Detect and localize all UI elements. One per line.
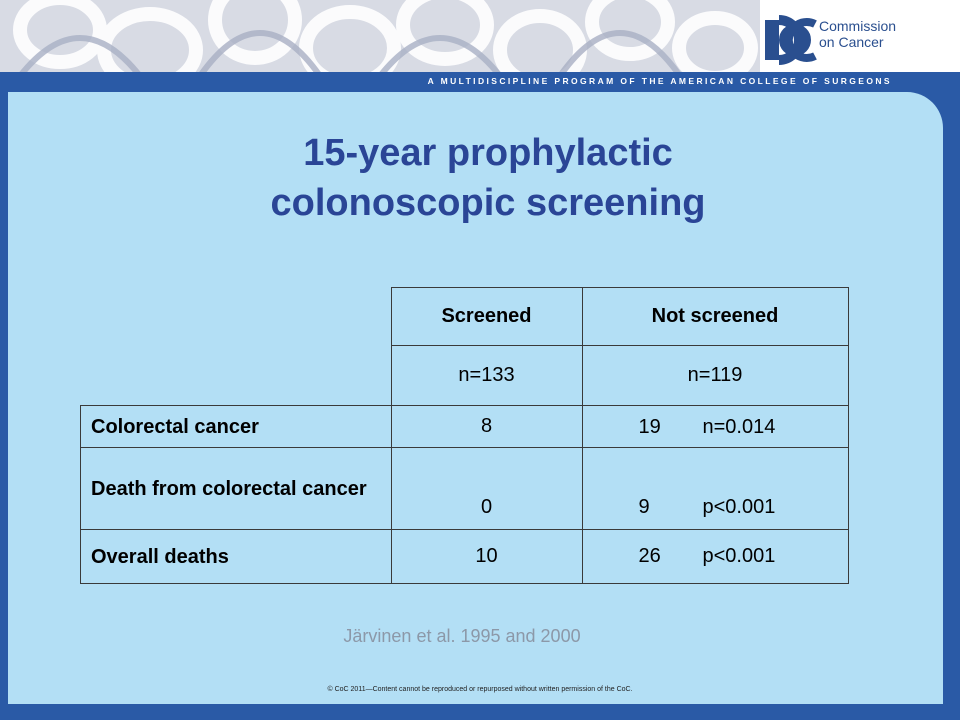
not-screened-value: 19 xyxy=(638,416,661,438)
coc-logo xyxy=(765,12,915,68)
count-screened: n=133 xyxy=(391,346,582,406)
slide-title xyxy=(0,128,960,228)
header-decorative-art xyxy=(0,0,760,76)
table-row xyxy=(81,530,849,584)
not-screened-value: 9 xyxy=(638,496,650,518)
header-screened: Screened xyxy=(391,288,582,346)
tagline-bar xyxy=(0,72,960,92)
not-screened-value: 26 xyxy=(638,545,661,567)
p-value: n=0.014 xyxy=(702,416,776,438)
p-value: p<0.001 xyxy=(702,545,776,567)
title-line-1: 15-year prophylactic xyxy=(303,132,673,174)
screened-value: 8 xyxy=(391,406,582,448)
header-not-screened: Not screened xyxy=(582,288,848,346)
table-corner xyxy=(81,288,392,346)
screened-value: 0 xyxy=(391,448,582,530)
p-value: p<0.001 xyxy=(702,496,776,518)
tagline: A MULTIDISCIPLINE PROGRAM OF THE AMERICAN COLLEGE OF SURGEONS xyxy=(427,76,892,86)
results-table xyxy=(80,287,849,584)
citation: Järvinen et al. 1995 and 2000 xyxy=(343,626,581,646)
row-label: Colorectal cancer xyxy=(81,406,392,448)
logo-text-line1: Commission xyxy=(819,18,897,34)
count-row-corner xyxy=(81,346,392,406)
coc-monogram-icon xyxy=(765,12,817,68)
not-screened-cell xyxy=(582,448,848,530)
logo-text-line2: on Cancer xyxy=(819,34,884,50)
count-not-screened: n=119 xyxy=(582,346,848,406)
table-row xyxy=(81,406,849,448)
not-screened-cell xyxy=(582,406,848,448)
logo-text xyxy=(819,18,896,50)
table-row xyxy=(81,448,849,530)
title-line-2: colonoscopic screening xyxy=(270,182,706,224)
row-label: Overall deaths xyxy=(81,530,392,584)
screened-value: 10 xyxy=(391,530,582,584)
row-label: Death from colorectal cancer xyxy=(81,448,392,530)
not-screened-cell xyxy=(582,530,848,584)
header-banner xyxy=(0,0,960,92)
copyright-notice: © CoC 2011—Content cannot be reproduced or repurposed without written permission of the CoC. xyxy=(327,686,633,693)
